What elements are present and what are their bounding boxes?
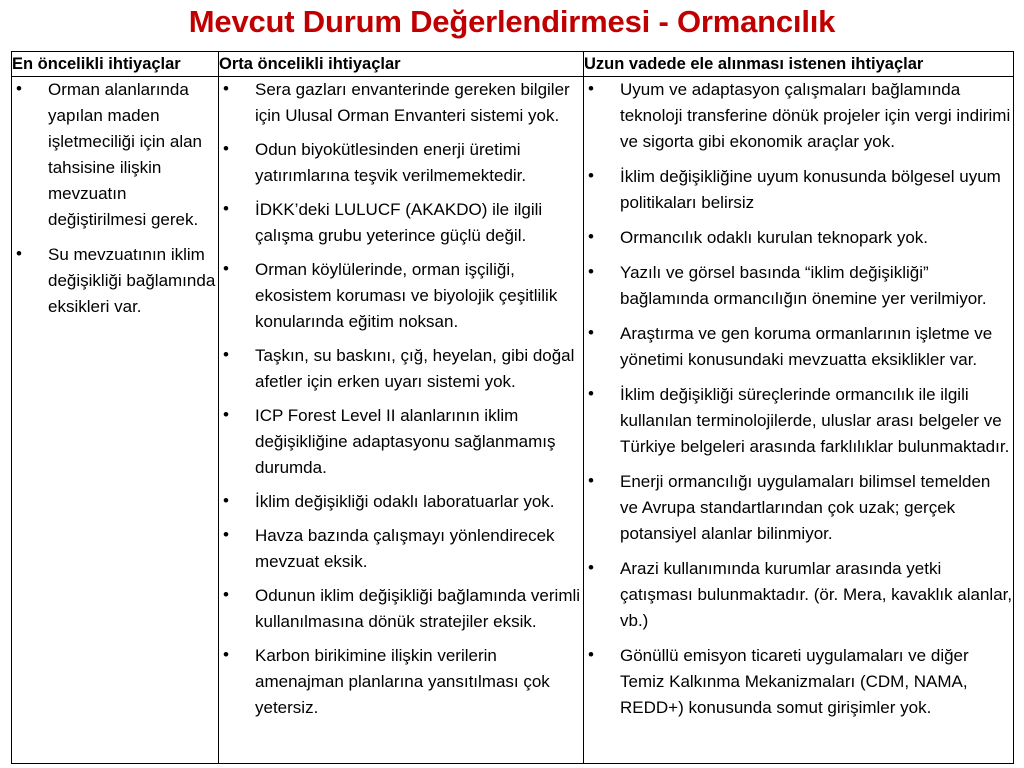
list-item: • Arazi kullanımında kurumlar arasında yetki çatışması bulunmaktadır. (ör. Mera, kavaklık alanlar, vb.) [584,556,1013,634]
list-item: • Su mevzuatının iklim değişikliği bağlamında eksikleri var. [12,242,218,320]
bullet-list-medium-priority [219,77,583,721]
list-item: • Havza bazında çalışmayı yönlendirecek mevzuat eksik. [219,523,583,575]
cell-long-term [584,77,1014,764]
list-item: • İklim değişikliği süreçlerinde ormancılık ile ilgili kullanılan terminolojilerde, uluslar arası belgeler ve Türkiye belgeleri arasında farklılıklar bulunmaktadır. [584,382,1013,460]
list-item: • Enerji ormancılığı uygulamaları bilimsel temelden ve Avrupa standartlarından çok uzak; gerçek potansiyel alanlar bilinmiyor. [584,469,1013,547]
needs-table [11,51,1014,764]
list-item: • Araştırma ve gen koruma ormanlarının işletme ve yönetimi konusundaki mevzuatta eksiklikler var. [584,321,1013,373]
column-header-high-priority: En öncelikli ihtiyaçlar [12,52,219,77]
bullet-list-high-priority [12,77,218,320]
list-item: • Sera gazları envanterinde gereken bilgiler için Ulusal Orman Envanteri sistemi yok. [219,77,583,129]
table-header-row [12,52,1014,77]
list-item: • Ormancılık odaklı kurulan teknopark yok. [584,225,1013,251]
list-item: • İklim değişikliğine uyum konusunda bölgesel uyum politikaları belirsiz [584,164,1013,216]
list-item: • İklim değişikliği odaklı laboratuarlar yok. [219,489,583,515]
list-item: • Odunun iklim değişikliği bağlamında verimli kullanılmasına dönük stratejiler eksik. [219,583,583,635]
list-item: • Taşkın, su baskını, çığ, heyelan, gibi doğal afetler için erken uyarı sistemi yok. [219,343,583,395]
cell-high-priority [12,77,219,764]
cell-medium-priority [219,77,584,764]
list-item: • Orman köylülerinde, orman işçiliği, ekosistem koruması ve biyolojik çeşitlilik konularında eğitim noksan. [219,257,583,335]
column-header-long-term: Uzun vadede ele alınması istenen ihtiyaçlar [584,52,1014,77]
list-item: • ICP Forest Level II alanlarının iklim değişikliğine adaptasyonu sağlanmamış durumda. [219,403,583,481]
column-header-medium-priority: Orta öncelikli ihtiyaçlar [219,52,584,77]
list-item: • Uyum ve adaptasyon çalışmaları bağlamında teknoloji transferine dönük projeler için vergi indirimi ve sigorta gibi ekonomik araçlar yok. [584,77,1013,155]
table-body-row [12,77,1014,764]
list-item: • İDKK’deki LULUCF (AKAKDO) ile ilgili çalışma grubu yeterince güçlü değil. [219,197,583,249]
list-item: • Karbon birikimine ilişkin verilerin amenajman planlarına yansıtılması çok yetersiz. [219,643,583,721]
page-title: Mevcut Durum Değerlendirmesi - Ormancılık [188,4,836,39]
list-item: • Odun biyokütlesinden enerji üretimi yatırımlarına teşvik verilmemektedir. [219,137,583,189]
list-item: • Gönüllü emisyon ticareti uygulamaları ve diğer Temiz Kalkınma Mekanizmaları (CDM, NAMA, REDD+) konusunda somut girişimler yok. [584,643,1013,721]
bullet-list-long-term [584,77,1013,721]
list-item: • Yazılı ve görsel basında “iklim değişikliği” bağlamında ormancılığın önemine yer verilmiyor. [584,260,1013,312]
needs-table-container [11,51,1013,764]
list-item: • Orman alanlarında yapılan maden işletmeciliği için alan tahsisine ilişkin mevzuatın değiştirilmesi gerek. [12,77,218,233]
